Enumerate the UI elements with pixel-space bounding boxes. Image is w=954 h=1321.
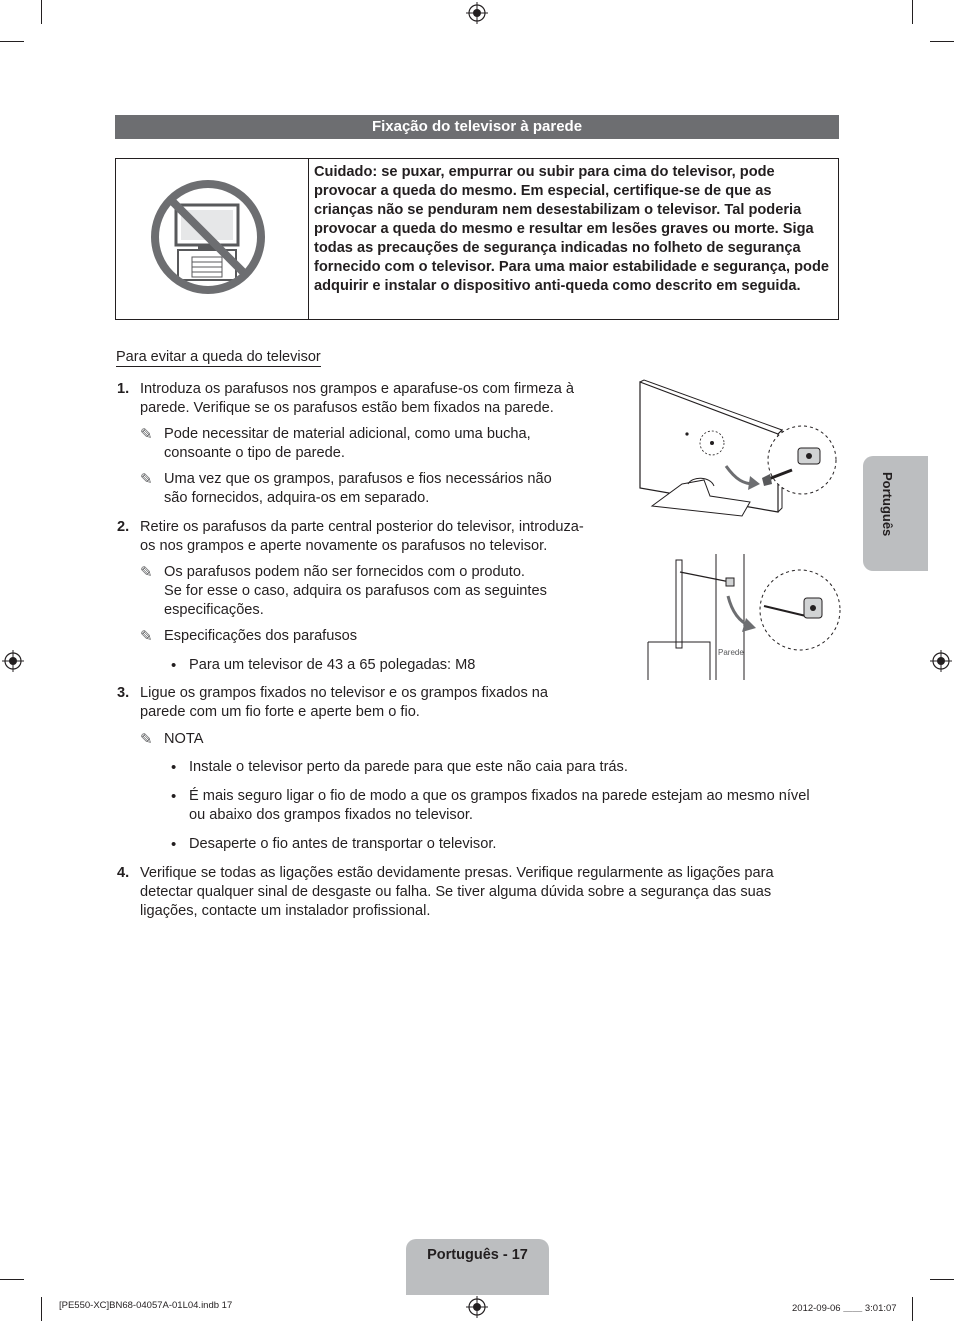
- footer-file-info: [PE550-XC]BN68-04057A-01L04.indb 17: [59, 1300, 233, 1311]
- section-title: Fixação do televisor à parede: [115, 115, 839, 139]
- tv-bracket-illustration: [632, 376, 842, 532]
- step-number: 1.: [117, 381, 130, 397]
- note-text: Se for esse o caso, adquira os parafusos com as seguintes: [164, 583, 547, 599]
- step-text: parede com um fio forte e aperte bem o fio.: [140, 704, 420, 720]
- caution-box: [115, 158, 839, 320]
- step-number: 3.: [117, 685, 130, 701]
- note-text: Pode necessitar de material adicional, como uma bucha,: [164, 426, 531, 442]
- wall-bracket-illustration: [644, 552, 844, 680]
- crop-mark: [0, 41, 24, 42]
- note-text: NOTA: [164, 731, 204, 747]
- step-text: Ligue os grampos fixados no televisor e os grampos fixados na: [140, 685, 549, 701]
- language-side-tab: [863, 456, 928, 571]
- note-pencil-icon: ✎: [140, 731, 153, 748]
- bullet: •: [171, 836, 177, 853]
- step-text: os nos grampos e aperte novamente os parafusos no televisor.: [140, 538, 548, 554]
- wall-label: Parede: [718, 648, 744, 657]
- bullet: •: [171, 788, 177, 805]
- crop-mark: [930, 1279, 954, 1280]
- page-number: Português - 17: [427, 1247, 528, 1263]
- step-text: Retire os parafusos da parte central posterior do televisor, introduza-: [140, 519, 584, 535]
- bullet-text: Instale o televisor perto da parede para que este não caia para trás.: [189, 759, 628, 775]
- note-text: Uma vez que os grampos, parafusos e fios necessários não: [164, 471, 552, 487]
- crop-mark: [912, 1297, 913, 1321]
- note-text: Especificações dos parafusos: [164, 628, 358, 644]
- step-text: ligações, contacte um instalador profissional.: [140, 903, 431, 919]
- footer-timestamp: 2012-09-06 ＿＿ 3:01:07: [792, 1303, 897, 1314]
- subheading: Para evitar a queda do televisor: [116, 349, 321, 365]
- step-number: 4.: [117, 865, 130, 881]
- bullet: •: [171, 759, 177, 776]
- crop-mark: [930, 41, 954, 42]
- note-pencil-icon: ✎: [140, 426, 153, 443]
- bullet-text: Para um televisor de 43 a 65 polegadas: M8: [189, 657, 476, 673]
- crop-mark: [912, 0, 913, 24]
- crop-mark: [41, 0, 42, 24]
- registration-mark-icon: [466, 1296, 488, 1318]
- note-text: especificações.: [164, 602, 264, 618]
- step-text: parede. Verifique se os parafusos estão bem fixados na parede.: [140, 400, 554, 416]
- note-pencil-icon: ✎: [140, 471, 153, 488]
- registration-mark-icon: [2, 650, 24, 672]
- crop-mark: [0, 1279, 24, 1280]
- crop-mark: [41, 1297, 42, 1321]
- note-text: consoante o tipo de parede.: [164, 445, 345, 461]
- step-text: Introduza os parafusos nos grampos e aparafuse-os com firmeza à: [140, 381, 574, 397]
- note-text: Os parafusos podem não ser fornecidos com o produto.: [164, 564, 525, 580]
- note-pencil-icon: ✎: [140, 564, 153, 581]
- language-side-tab-label: Português: [880, 472, 895, 537]
- no-climbing-icon: [116, 159, 308, 319]
- note-text: são fornecidos, adquira-os em separado.: [164, 490, 430, 506]
- registration-mark-icon: [930, 650, 952, 672]
- step-number: 2.: [117, 519, 130, 535]
- page-number-tab: [406, 1239, 549, 1295]
- step-text: Verifique se todas as ligações estão devidamente presas. Verifique regularmente as ligações para: [140, 865, 774, 881]
- caution-text: Cuidado: se puxar, empurrar ou subir para cima do televisor, pode provocar a queda do mesmo. Em especial, certifique-se de que as crianças não se penduram nem desestabilizam o televisor. Tal poderia provocar a queda do mesmo e resultar em lesões graves ou morte. Siga todas as precauções de segurança indicadas no folheto de segurança fornecido com o televisor. Para uma maior estabilidade e segurança, pode adquirir e instalar o dispositivo anti-queda como descrito em seguida.: [314, 164, 830, 294]
- bullet-text: Desaperte o fio antes de transportar o televisor.: [189, 836, 497, 852]
- bullet-text: ou abaixo dos grampos fixados no televisor.: [189, 807, 473, 823]
- caution-illustration: [116, 159, 309, 319]
- step-text: detectar qualquer sinal de desgaste ou falha. Se tiver alguma dúvida sobre a segurança das suas: [140, 884, 772, 900]
- registration-mark-icon: [466, 2, 488, 24]
- bullet-text: É mais seguro ligar o fio de modo a que os grampos fixados na parede estejam ao mesmo nível: [189, 788, 810, 804]
- bullet: •: [171, 657, 177, 674]
- note-pencil-icon: ✎: [140, 628, 153, 645]
